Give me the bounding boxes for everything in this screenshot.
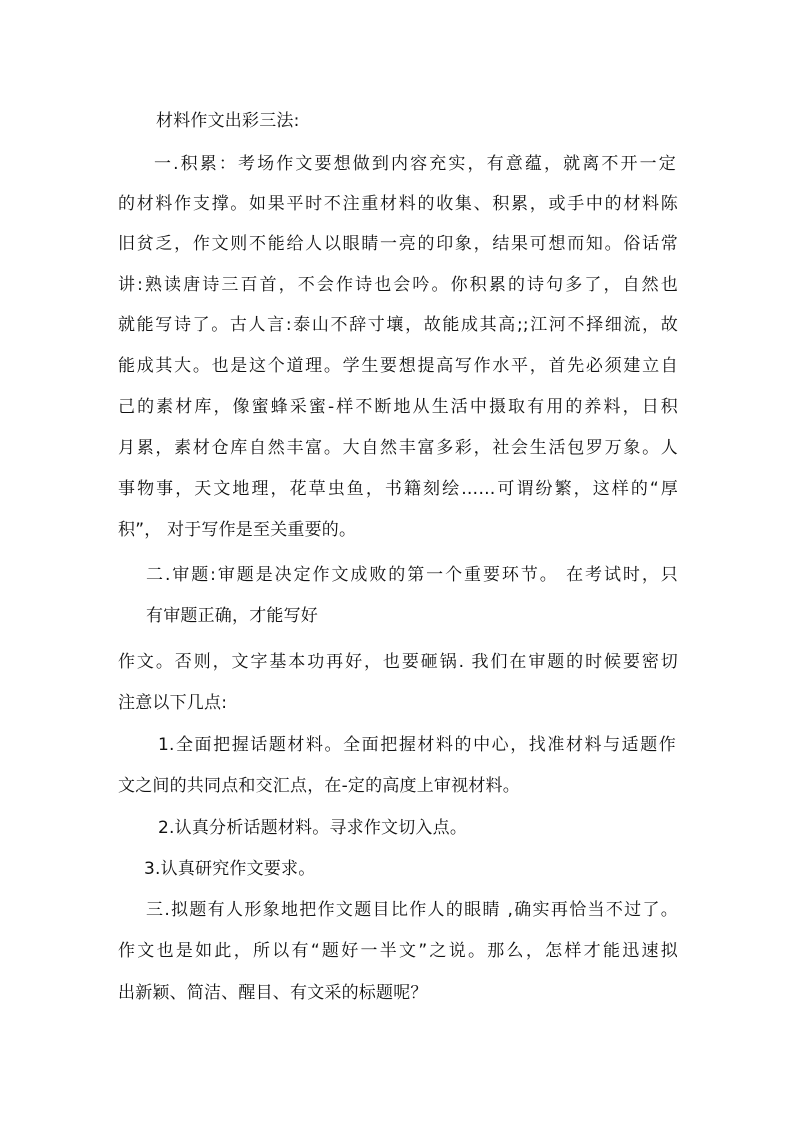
paragraph-line-10: 积”， 对于写作是至关重要的。 xyxy=(118,520,357,540)
paragraph-line-14: 注意以下几点: xyxy=(118,693,228,713)
paragraph-line-19: 三.拟题有人形象地把作文题目比作人的眼睛 ,确实再恰当不过了。 xyxy=(146,900,678,920)
paragraph-line-2: 的材料作支撑。如果平时不注重材料的收集、积累，或手中的材料陈 xyxy=(118,194,678,214)
paragraph-line-20: 作文也是如此，所以有“题好一半文”之说。那么，怎样才能迅速拟 xyxy=(118,941,678,961)
paragraph-line-12: 有审题正确，才能写好 xyxy=(146,606,318,626)
paragraph-line-9: 事物事，天文地理，花草虫鱼，书籍刻绘……可谓纷繁，这样的“厚 xyxy=(118,479,678,499)
paragraph-line-7: 己的素材库，像蜜蜂采蜜-样不断地从生活中摄取有用的养料，日积 xyxy=(118,397,678,417)
document-title: 材料作文出彩三法: xyxy=(156,111,300,131)
paragraph-line-15: 1.全面把握话题材料。全面把握材料的中心，找准材料与适题作 xyxy=(158,735,676,755)
paragraph-line-13: 作文。否则，文字基本功再好，也要砸锅. 我们在审题的时候要密切 xyxy=(118,652,678,672)
paragraph-line-1: 一.积累：考场作文要想做到内容充实，有意蕴，就离不开一定 xyxy=(154,154,676,174)
paragraph-line-5: 就能写诗了。古人言:泰山不辞寸壤，故能成其高;;江河不择细流，故 xyxy=(118,315,678,335)
paragraph-line-4: 讲:熟读唐诗三百首，不会作诗也会吟。你积累的诗句多了，自然也 xyxy=(118,275,678,295)
paragraph-line-11: 二.审题:审题是决定作文成败的第一个重要环节。 在考试时，只 xyxy=(146,565,678,585)
paragraph-line-8: 月累，素材仓库自然丰富。大自然丰富多彩，社会生活包罗万象。人 xyxy=(118,438,678,458)
paragraph-line-6: 能成其大。也是这个道理。学生要想提高写作水平，首先必须建立自 xyxy=(118,356,678,376)
paragraph-line-18: 3.认真研究作文要求。 xyxy=(144,859,316,879)
paragraph-line-21: 出新颖、简洁、醒目、有文采的标题呢？ xyxy=(118,983,428,1003)
paragraph-line-17: 2.认真分析话题材料。寻求作文切入点。 xyxy=(158,818,468,838)
paragraph-line-3: 旧贫乏，作文则不能给人以眼睛一亮的印象，结果可想而知。俗话常 xyxy=(118,234,678,254)
paragraph-line-16: 文之间的共同点和交汇点，在-定的高度上审视材料。 xyxy=(118,776,520,796)
